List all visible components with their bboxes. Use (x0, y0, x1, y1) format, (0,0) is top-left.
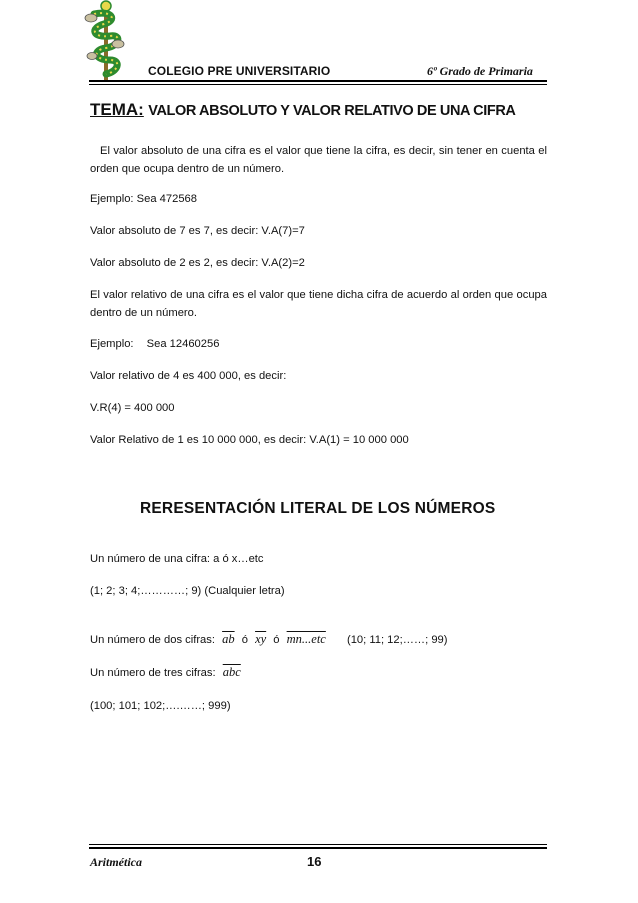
dos-cifras-o1: ó (241, 634, 248, 646)
una-cifra-ejemplo: (1; 2; 3; 4;…………; 9) (Cualquier letra) (90, 585, 285, 597)
valor-relativo-2: Valor Relativo de 1 es 10 000 000, es decir: V.A(1) = 10 000 000 (90, 434, 409, 446)
tres-cifras (90, 663, 547, 682)
header-grade: 6º Grado de Primaria (427, 64, 533, 78)
dos-cifras-xy: $\overline{xy}$ (255, 632, 267, 646)
footer-subject: Aritmética (90, 855, 142, 869)
dos-cifras-ab: $\overline{ab}$ (222, 632, 235, 646)
tres-cifras-label: Un número de tres cifras: (90, 667, 216, 679)
ejemplo-2-label: Ejemplo: (90, 338, 134, 350)
dos-cifras-label: Un número de dos cifras: (90, 634, 215, 646)
header-rule-thin (89, 84, 547, 85)
page-number: 16 (307, 854, 322, 869)
footer-rule-thick (89, 847, 547, 849)
header-rule-thick (89, 80, 547, 82)
tres-cifras-ejemplo: (100; 101; 102;….……; 999) (90, 700, 231, 712)
school-logo-icon (82, 0, 130, 84)
header-school-name: COLEGIO PRE UNIVERSITARIO (148, 64, 331, 78)
title-tema-label: TEMA: (90, 100, 144, 119)
una-cifra: Un número de una cifra: a ó x…etc (90, 553, 264, 565)
tres-cifras-abc: $\overline{abc}$ (222, 665, 241, 679)
def-valor-relativo: El valor relativo de una cifra es el valor que tiene dicha cifra de acuerdo al orden que ocupa dentro de un número. (90, 289, 547, 319)
valor-relativo-1-eq: V.R(4) = 400 000 (90, 402, 175, 414)
dos-cifras-o2: ó (273, 634, 280, 646)
dos-cifras-ejemplo: (10; 11; 12;……; 99) (346, 634, 448, 646)
ejemplo-2 (90, 335, 547, 353)
dos-cifras-mn: mn...etc (286, 632, 326, 646)
ejemplo-1: Ejemplo: Sea 472568 (90, 193, 197, 205)
ejemplo-2-value: Sea 12460256 (146, 338, 220, 350)
def-valor-absoluto: El valor absoluto de una cifra es el valor que tiene la cifra, es decir, sin tener en cuenta el orden que ocupa dentro de un número. (90, 145, 547, 175)
section-title: RERESENTACIÓN LITERAL DE LOS NÚMEROS (140, 500, 496, 517)
footer-rule-thin (89, 844, 547, 845)
valor-absoluto-2: Valor absoluto de 2 es 2, es decir: V.A(2)=2 (90, 257, 305, 269)
valor-absoluto-1: Valor absoluto de 7 es 7, es decir: V.A(7)=7 (90, 225, 305, 237)
dos-cifras (90, 630, 547, 649)
page-title (90, 100, 515, 120)
title-text: VALOR ABSOLUTO Y VALOR RELATIVO DE UNA CIFRA (148, 103, 516, 119)
valor-relativo-1: Valor relativo de 4 es 400 000, es decir: (90, 370, 287, 382)
